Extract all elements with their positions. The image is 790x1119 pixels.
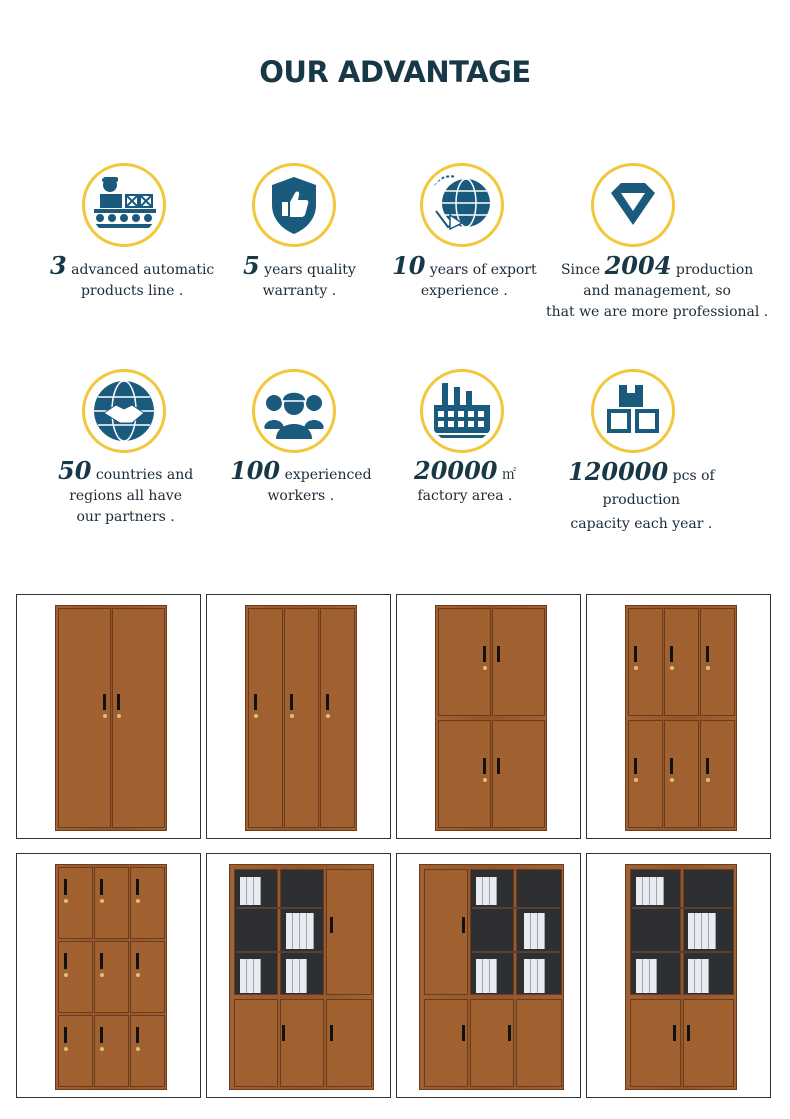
advantage-text-3: 10 years of export experience . (392, 251, 537, 299)
product-glass-door-file-cabinet-b[interactable] (396, 853, 581, 1098)
cabinet-body (419, 864, 564, 1090)
page-title: OUR ADVANTAGE (259, 55, 531, 89)
advantage-number: 3 (50, 251, 67, 280)
cabinet-body (625, 605, 737, 831)
advantage-number: 20000 (414, 456, 498, 485)
advantage-text-2: 5 years quality warranty . (243, 251, 356, 299)
cabinet-body (245, 605, 357, 831)
product-9-door-locker[interactable] (16, 853, 201, 1098)
workers-group-icon (252, 369, 336, 453)
advantage-text-8: 120000 pcs of production capacity each year . (568, 457, 715, 532)
product-3-door-wardrobe[interactable] (206, 594, 391, 839)
advantage-number: 120000 (568, 457, 669, 486)
advantage-text-7: 20000 ㎡ factory area . (414, 456, 516, 504)
advantage-text-4: Since 2004 production and management, so that we are more professional . (546, 251, 769, 320)
product-glass-door-file-cabinet-a[interactable] (206, 853, 391, 1098)
advantage-number: 100 (230, 456, 281, 485)
product-4-door-cabinet[interactable] (396, 594, 581, 839)
product-6-door-locker[interactable] (586, 594, 771, 839)
thumbs-up-shield-icon (252, 163, 336, 247)
advantage-text-5: 50 countries and regions all have our partners . (58, 456, 194, 525)
advantage-text-6: 100 experienced workers . (230, 456, 372, 504)
product-2-door-wardrobe[interactable] (16, 594, 201, 839)
advantage-number: 50 (58, 456, 92, 485)
cabinet-body (55, 864, 167, 1090)
globe-handshake-icon (82, 369, 166, 453)
cabinet-body (435, 605, 547, 831)
advantage-number: 10 (392, 251, 426, 280)
cabinet-body (55, 605, 167, 831)
advantage-number: 2004 (604, 251, 672, 280)
advantage-number: 5 (243, 251, 260, 280)
globe-export-icon (420, 163, 504, 247)
boxes-icon (591, 369, 675, 453)
factory-icon (420, 369, 504, 453)
cabinet-body (625, 864, 737, 1090)
advantage-text-1: 3 advanced automatic products line . (50, 251, 215, 299)
worker-production-line-icon (82, 163, 166, 247)
cabinet-body (229, 864, 374, 1090)
product-glass-door-file-cabinet-c[interactable] (586, 853, 771, 1098)
diamond-badge-icon (591, 163, 675, 247)
